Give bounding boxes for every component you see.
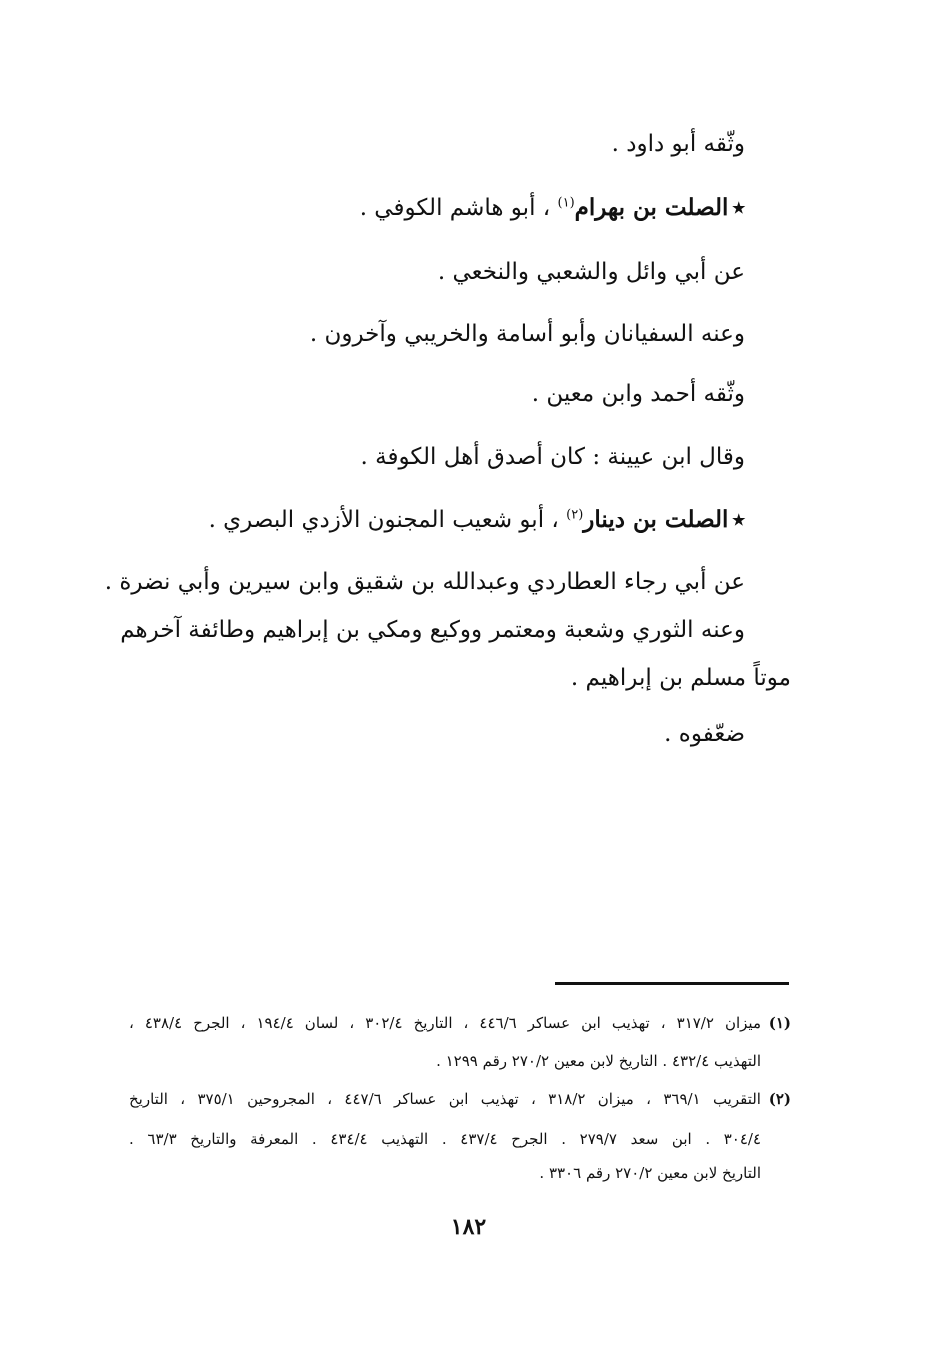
text-line: ضعّفوه . [664,721,745,747]
entry-rest: ، أبو هاشم الكوفي . [359,195,551,221]
text-line: وعنه السفيانان وأبو أسامة والخريبي وآخرون . [309,321,745,347]
text-line: موتاً مسلم بن إبراهيم . [570,665,791,691]
footnote-line: التهذيب ٤٣٢/٤ . التاريخ لابن معين ٢٧٠/٢ رقم ١٢٩٩ . [436,1052,761,1070]
text-line: وثّقه أحمد وابن معين . [531,381,745,407]
page-number: ١٨٢ [450,1214,487,1240]
footnote-ref: (٢) [566,507,584,523]
entry-heading [360,192,745,224]
footnote-separator [555,982,789,985]
footnote-number: (٢) [768,1090,791,1108]
footnote-line: التقريب ٣٦٩/١ ، ميزان ٣١٨/٢ ، تهذيب ابن عساكر ٤٤٧/٦ ، المجروحين ٣٧٥/١ ، التاريخ [129,1090,761,1108]
text-line: وثّقه أبو داود . [611,131,745,157]
entry-marker: ٭ [732,506,745,533]
text-line: عن أبي رجاء العطاردي وعبدالله بن شقيق وابن سيرين وأبي نضرة . [104,569,745,595]
footnote-ref: (١) [557,195,575,211]
footnote-line: ٣٠٤/٤ . ابن سعد ٢٧٩/٧ . الجرح ٤٣٧/٤ . التهذيب ٤٣٤/٤ . المعرفة والتاريخ ٦٣/٣ . [129,1130,762,1148]
entry-marker: ٭ [732,194,745,221]
text-line: وقال ابن عيينة : كان أصدق أهل الكوفة . [360,444,745,470]
text-line: عن أبي وائل والشعبي والنخعي . [437,259,745,285]
text-line: وعنه الثوري وشعبة ومعتمر ووكيع ومكي بن إبراهيم وطائفة آخرهم [120,617,745,643]
footnote-line: التاريخ لابن معين ٢٧٠/٢ رقم ٣٣٠٦ . [539,1164,761,1182]
entry-rest: ، أبو شعيب المجنون الأزدي البصري . [208,507,559,533]
entry-name: الصلت بن بهرام [574,194,729,221]
entry-name: الصلت بن دينار [583,506,729,533]
entry-heading [209,504,745,536]
footnote-number: (١) [768,1014,791,1032]
footnote-line: ميزان ٣١٧/٢ ، تهذيب ابن عساكر ٤٤٦/٦ ، التاريخ ٣٠٢/٤ ، لسان ١٩٤/٤ ، الجرح ٤٣٨/٤ ، [129,1014,761,1032]
